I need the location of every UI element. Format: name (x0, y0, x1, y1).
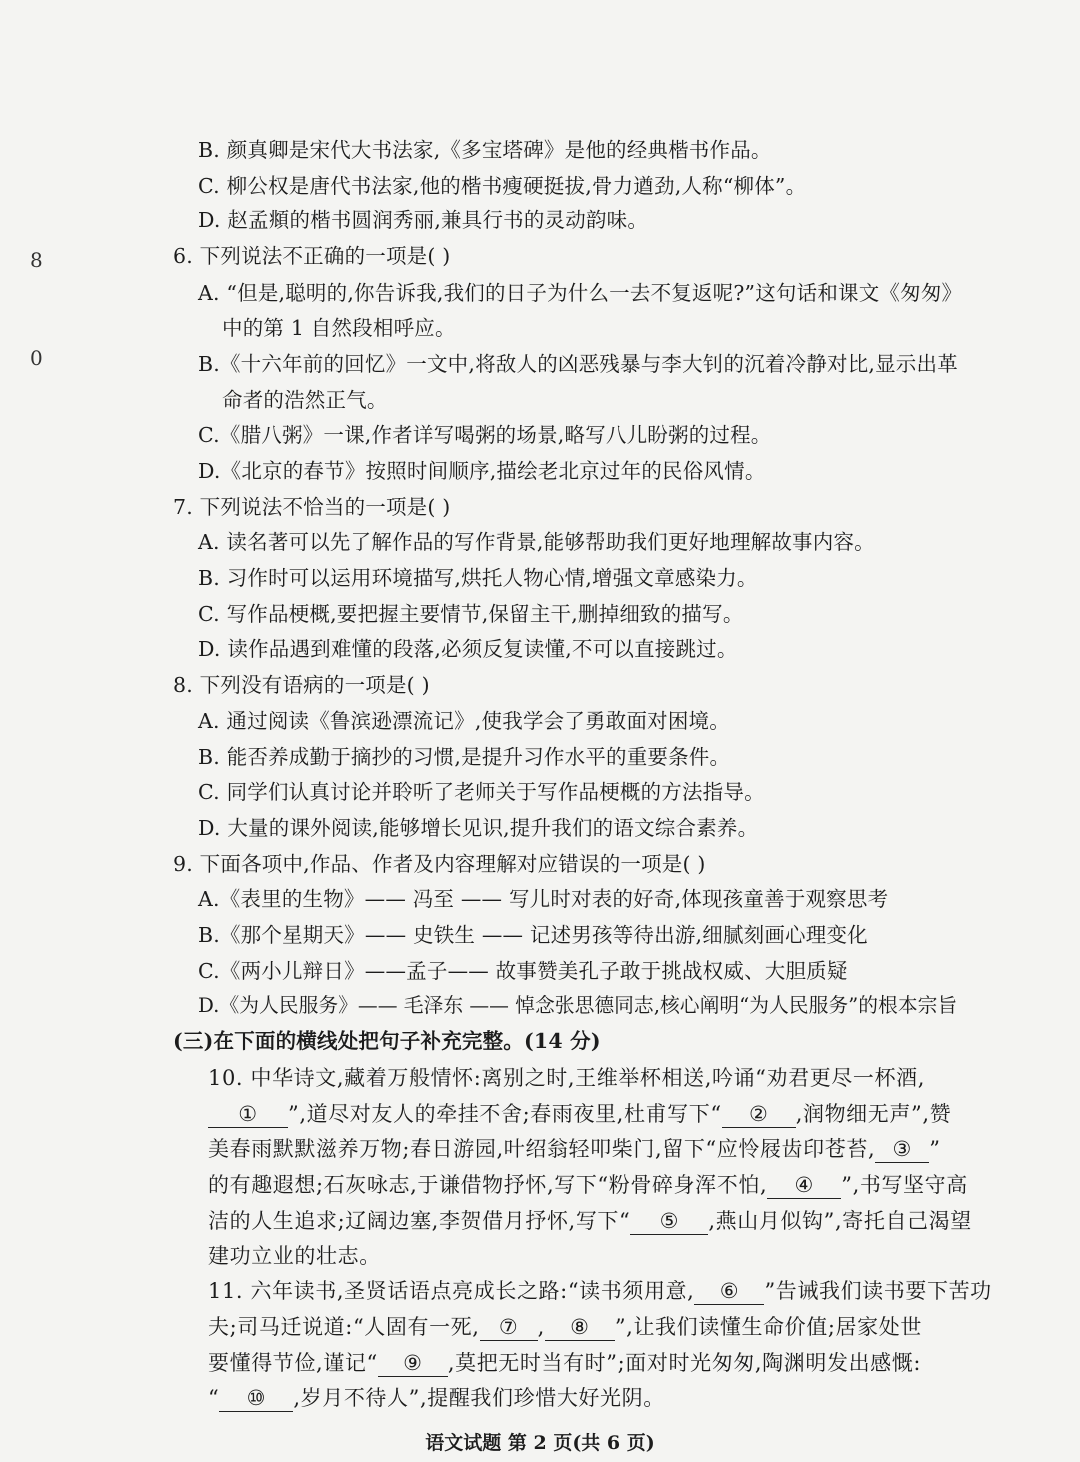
q9-option-a: A.《表里的生物》—— 冯至 —— 写儿时对表的好奇,体现孩童善于观察思考 (198, 887, 889, 911)
q8-stem: 8. 下列没有语病的一项是( ) (173, 673, 430, 697)
q7-stem: 7. 下列说法不恰当的一项是( ) (173, 495, 451, 519)
q8-option-d: D. 大量的课外阅读,能够增长见识,提升我们的语文综合素养。 (198, 816, 759, 840)
blank-5: ⑤ (630, 1208, 708, 1235)
q5-option-c: C. 柳公权是唐代书法家,他的楷书瘦硬挺拔,骨力遒劲,人称“柳体”。 (198, 174, 807, 198)
q9-option-b: B.《那个星期天》—— 史铁生 —— 记述男孩等待出游,细腻刻画心理变化 (198, 923, 868, 947)
q10-line: 洁的人生追求;辽阔边塞,李贺借月抒怀,写下“ ⑤ ,燕山月似钩”,寄托自己渴望 (208, 1209, 972, 1233)
q10-line: ① ”,道尽对友人的牵挂不舍;春雨夜里,杜甫写下“ ② ,润物细无声”,赞 (208, 1099, 951, 1129)
q5-option-b: B. 颜真卿是宋代大书法家,《多宝塔碑》是他的经典楷书作品。 (198, 138, 772, 162)
q7-option-b: B. 习作时可以运用环境描写,烘托人物心情,增强文章感染力。 (198, 566, 758, 590)
q10-line: 美春雨默默滋养万物;春日游园,叶绍翁轻叩柴门,留下“应怜屐齿印苍苔, ③ ” (208, 1137, 941, 1161)
q10-line: 10. 中华诗文,藏着万般情怀:离别之时,王维举杯相送,吟诵“劝君更尽一杯酒, (208, 1066, 925, 1090)
section-heading: (三)在下面的横线处把句子补充完整。(14 分) (173, 1029, 601, 1053)
q7-option-c: C. 写作品梗概,要把握主要情节,保留主干,删掉细致的描写。 (198, 602, 744, 626)
q9-option-d: D.《为人民服务》—— 毛泽东 —— 悼念张思德同志,核心阐明“为人民服务”的根本宗旨 (198, 994, 958, 1017)
q6-option-a-cont: 中的第 1 自然段相呼应。 (222, 316, 456, 340)
blank-8: ⑧ (545, 1314, 615, 1341)
q11-line: “ ⑩ ,岁月不待人”,提醒我们珍惜大好光阴。 (208, 1386, 665, 1410)
q11-line: 要懂得节俭,谨记“ ⑨ ,莫把无时当有时”;面对时光匆匆,陶渊明发出感慨: (208, 1351, 922, 1375)
blank-1: ① (208, 1101, 288, 1128)
q9-option-c: C.《两小儿辩日》——孟子—— 故事赞美孔子敢于挑战权威、大胆质疑 (198, 959, 848, 983)
blank-2: ② (722, 1101, 796, 1128)
blank-10: ⑩ (219, 1385, 293, 1412)
q10-line: 建功立业的壮志。 (208, 1244, 381, 1268)
q8-option-b: B. 能否养成勤于摘抄的习惯,是提升习作水平的重要条件。 (198, 745, 731, 769)
q8-option-c: C. 同学们认真讨论并聆听了老师关于写作品梗概的方法指导。 (198, 780, 765, 804)
blank-3: ③ (875, 1136, 929, 1163)
q6-option-b-cont: 命者的浩然正气。 (222, 388, 388, 412)
q6-option-a: A. “但是,聪明的,你告诉我,我们的日子为什么一去不复返呢?”这句话和课文《匆匆》 (198, 281, 963, 305)
blank-7: ⑦ (480, 1314, 538, 1341)
q6-option-d: D.《北京的春节》按照时间顺序,描绘老北京过年的民俗风情。 (198, 459, 766, 483)
q10-line: 的有趣遐想;石灰咏志,于谦借物抒怀,写下“粉骨碎身浑不怕, ④ ”,书写坚守高 (208, 1173, 968, 1197)
q11-line: 11. 六年读书,圣贤话语点亮成长之路:“读书须用意, ⑥ ”告诫我们读书要下苦功 (208, 1279, 992, 1303)
blank-9: ⑨ (378, 1350, 448, 1377)
q7-option-d: D. 读作品遇到难懂的段落,必须反复读懂,不可以直接跳过。 (198, 637, 738, 661)
q6-option-b: B.《十六年前的回忆》一文中,将敌人的凶恶残暴与李大钊的沉着冷静对比,显示出革 (198, 352, 958, 376)
q9-stem: 9. 下面各项中,作品、作者及内容理解对应错误的一项是( ) (173, 852, 706, 876)
q6-stem: 6. 下列说法不正确的一项是( ) (173, 244, 451, 268)
margin-mark: 0 (30, 346, 43, 370)
q5-option-d: D. 赵孟頫的楷书圆润秀丽,兼具行书的灵动韵味。 (198, 208, 649, 232)
q8-option-a: A. 通过阅读《鲁滨逊漂流记》,使我学会了勇敢面对困境。 (198, 709, 730, 733)
margin-mark: 8 (30, 248, 43, 272)
blank-6: ⑥ (694, 1278, 764, 1305)
blank-4: ④ (767, 1172, 841, 1199)
q7-option-a: A. 读名著可以先了解作品的写作背景,能够帮助我们更好地理解故事内容。 (198, 530, 875, 554)
page-footer: 语文试题 第 2 页(共 6 页) (425, 1432, 655, 1454)
q11-line: 夫;司马迁说道:“人固有一死, ⑦ , ⑧ ”,让我们读懂生命价值;居家处世 (208, 1315, 922, 1339)
q6-option-c: C.《腊八粥》一课,作者详写喝粥的场景,略写八儿盼粥的过程。 (198, 423, 772, 447)
